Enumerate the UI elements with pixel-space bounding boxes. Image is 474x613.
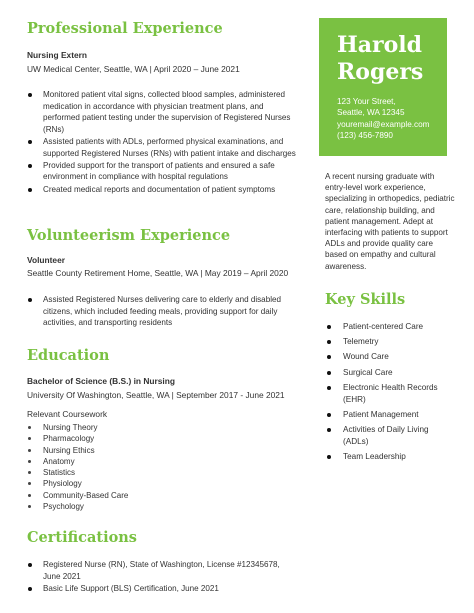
list-item: Surgical Care [325,367,453,379]
street-address: 123 Your Street, [337,97,396,106]
bullet-icon [28,449,31,452]
bullet-icon [327,355,331,359]
experience-role: Nursing Extern [27,50,88,60]
bullet-icon [28,164,32,168]
list-item: Physiology [27,478,227,489]
summary-text: A recent nursing graduate with entry-level work experience, specializing in orthopedics, pediatric care, relationship building, and patient management. Adept at interfacing with patients to support ADLs and provide quality care based on empathy and cultural awareness. [325,172,455,271]
skills-list [325,321,453,467]
last-name: Rogers [337,59,424,85]
bullet-icon [327,413,331,417]
bullet-icon [28,140,32,144]
bullet-icon [28,494,31,497]
bullet-icon [28,426,31,429]
list-item: Community-Based Care [27,490,227,501]
volunteer-bullets [27,294,299,329]
list-item: Team Leadership [325,451,453,463]
contact-info [337,96,447,142]
bullet-icon [327,455,331,459]
list-item: Created medical reports and documentation of patient symptoms [27,184,299,196]
list-item: Telemetry [325,336,453,348]
list-item: Patient Management [325,409,453,421]
bullet-icon [28,298,32,302]
list-item: Basic Life Support (BLS) Certification, June 2021 [27,583,299,595]
bullet-icon [28,505,31,508]
bullet-icon [28,482,31,485]
email-text: youremail@example.com [337,119,430,129]
bullet-icon [28,188,32,192]
coursework-list [27,422,227,512]
bullet-icon [327,428,331,432]
bullet-icon [28,460,31,463]
bullet-icon [327,340,331,344]
list-item: Anatomy [27,456,227,467]
list-item: Registered Nurse (RN), State of Washington, License #12345678, June 2021 [27,559,299,582]
volunteer-org: Seattle County Retirement Home, Seattle, WA | May 2019 – April 2020 [27,268,289,278]
bullet-icon [28,437,31,440]
education-school: University Of Washington, Seattle, WA | September 2017 - June 2021 [27,390,285,400]
list-item: Provided support for the transport of patients and ensured a safe environment in compliance with hospital regulations [27,160,299,183]
list-item: Statistics [27,467,227,478]
education-degree: Bachelor of Science (B.S.) in Nursing [27,376,175,386]
experience-heading: Professional Experience [27,20,223,37]
certifications-heading: Certifications [27,529,137,546]
list-item: Nursing Theory [27,422,227,433]
certifications-list [27,559,299,595]
bullet-icon [28,93,32,97]
bullet-icon [28,563,32,567]
list-item: Activities of Daily Living (ADLs) [325,424,453,448]
list-item: Electronic Health Records (EHR) [325,382,453,406]
bullet-icon [28,587,32,591]
experience-org: UW Medical Center, Seattle, WA | April 2020 – June 2021 [27,64,240,74]
list-item: Wound Care [325,351,453,363]
header-card [319,18,447,156]
bullet-icon [327,325,331,329]
bullet-icon [327,386,331,390]
phone-text: (123) 456-7890 [337,131,393,141]
skills-heading: Key Skills [325,291,406,308]
bullet-icon [28,471,31,474]
volunteer-role: Volunteer [27,255,66,265]
list-item: Assisted patients with ADLs, performed physical examinations, and supported Registered Nurses (RNs) with patient intake and discharges [27,136,299,159]
list-item: Monitored patient vital signs, collected blood samples, administered medication in accordance with physician treatment plans, and performed patient testing under the supervision of Registered Nurses (RNs) [27,89,299,135]
city-address: Seattle, WA 12345 [337,108,405,118]
list-item: Nursing Ethics [27,445,227,456]
volunteer-heading: Volunteerism Experience [27,227,231,244]
list-item: Pharmacology [27,433,227,444]
bullet-icon [327,371,331,375]
first-name: Harold [337,32,423,58]
list-item: Psychology [27,501,227,512]
list-item: Patient-centered Care [325,321,453,333]
list-item: Assisted Registered Nurses delivering care to elderly and disabled citizens, which included feeding meals, providing support for daily activities, and transporting residents [27,294,299,329]
experience-bullets [27,89,299,196]
coursework-label: Relevant Coursework [27,409,108,419]
education-heading: Education [27,347,110,364]
